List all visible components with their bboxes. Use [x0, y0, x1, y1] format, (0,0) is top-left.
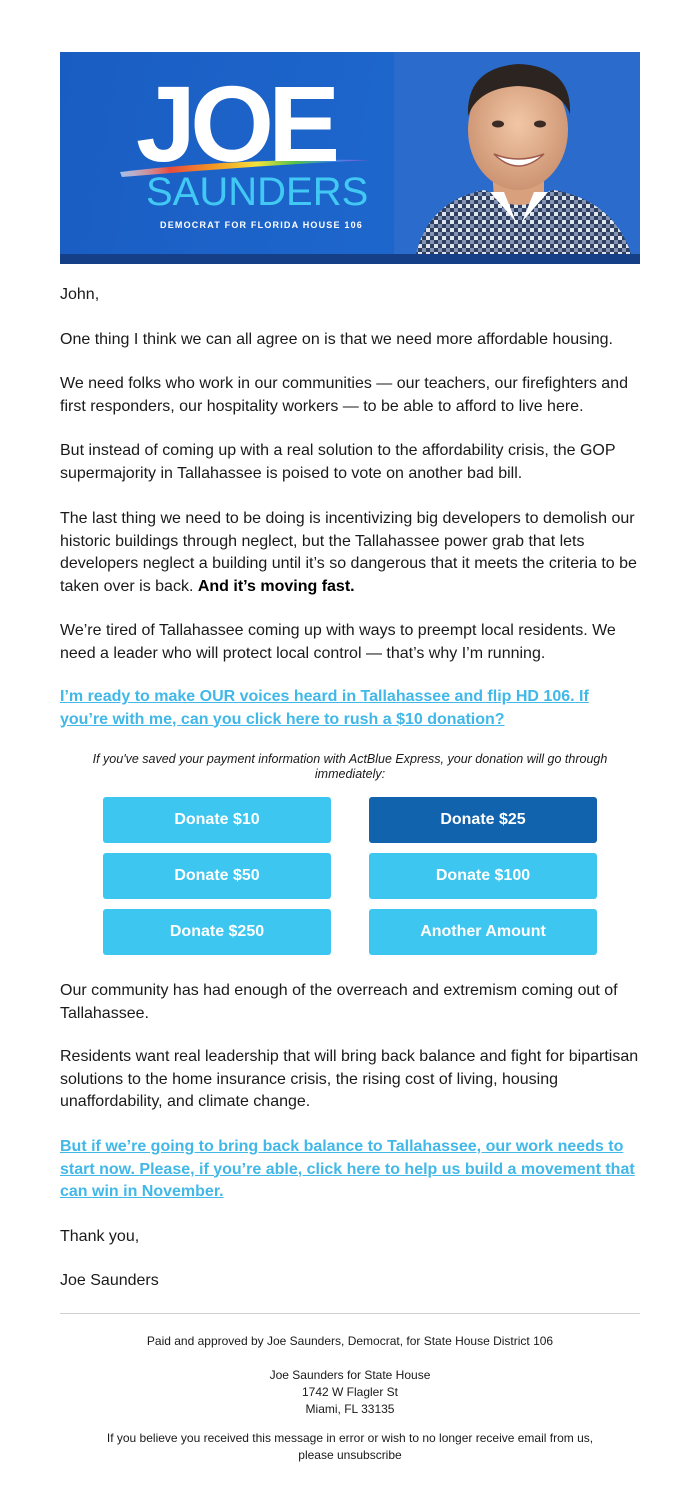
signature: Joe Saunders [60, 1272, 159, 1289]
paragraph-3: But instead of coming up with a real solution to the affordability crisis, the GOP supermajority in Tallahassee is poised to vote on another bad bill. [60, 442, 616, 482]
unsubscribe-line-1: If you believe you received this message in error or wish to no longer receive email from us, [106, 1431, 594, 1445]
paragraph-2: We need folks who work in our communities — our teachers, our firefighters and first responders, our hospitality workers — to be able to afford to live here. [60, 375, 628, 415]
logo-tagline: DEMOCRAT FOR FLORIDA HOUSE 106 [160, 220, 364, 230]
donate-10-button[interactable]: Donate $10 [103, 797, 331, 843]
donate-link-2[interactable]: But if we’re going to bring back balance to Tallahassee, our work needs to start now. Please, if you’re able, click here to help us build a movement that can win in November. [60, 1138, 635, 1200]
paragraph-5: We’re tired of Tallahassee coming up with ways to preempt local residents. We need a leader who will protect local control — that’s why I’m running. [60, 622, 616, 662]
paragraph-4 [60, 508, 640, 598]
footer-street: 1742 W Flagler St [301, 1385, 399, 1399]
paragraph-4-text: The last thing we need to be doing is incentivizing big developers to demolish our historic buildings through neglect, but the Tallahassee power grab that lets developers neglect a building until it’s so dangerous that it meets the criteria to be taken over is back. [60, 510, 637, 595]
donate-50-button[interactable]: Donate $50 [103, 853, 331, 899]
candidate-photo [394, 52, 640, 264]
header-banner [60, 52, 640, 264]
donate-100-button[interactable]: Donate $100 [369, 853, 597, 899]
logo-first-name: JOE [136, 63, 335, 184]
banner-bottom-bar [60, 254, 640, 264]
actblue-express-note: If you've saved your payment information with ActBlue Express, your donation will go through immediately: [92, 752, 608, 781]
signoff: Thank you, [60, 1228, 140, 1245]
footer-org: Joe Saunders for State House [269, 1368, 431, 1382]
paragraph-6: Our community has had enough of the overreach and extremism coming out of Tallahassee. [60, 982, 618, 1022]
donate-25-button[interactable]: Donate $25 [369, 797, 597, 843]
paragraph-4-bold: And it’s moving fast. [197, 577, 355, 595]
donate-other-amount-button[interactable]: Another Amount [369, 909, 597, 955]
paid-for-disclaimer: Paid and approved by Joe Saunders, Democrat, for State House District 106 [146, 1334, 554, 1348]
footer-divider [60, 1313, 640, 1314]
paragraph-1: One thing I think we can all agree on is that we need more affordable housing. [60, 331, 613, 348]
donate-link-1[interactable]: I’m ready to make OUR voices heard in Tallahassee and flip HD 106. If you’re with me, can you click here to rush a $10 donation? [60, 688, 589, 728]
greeting: John, [60, 286, 100, 303]
unsubscribe-link[interactable]: please unsubscribe [298, 1448, 402, 1462]
paragraph-7: Residents want real leadership that will bring back balance and fight for bipartisan solutions to the home insurance crisis, the rising cost of living, housing unaffordability, and climate change. [60, 1048, 639, 1110]
donate-250-button[interactable]: Donate $250 [103, 909, 331, 955]
footer-city: Miami, FL 33135 [305, 1402, 395, 1416]
logo-last-name: SAUNDERS [146, 170, 369, 214]
